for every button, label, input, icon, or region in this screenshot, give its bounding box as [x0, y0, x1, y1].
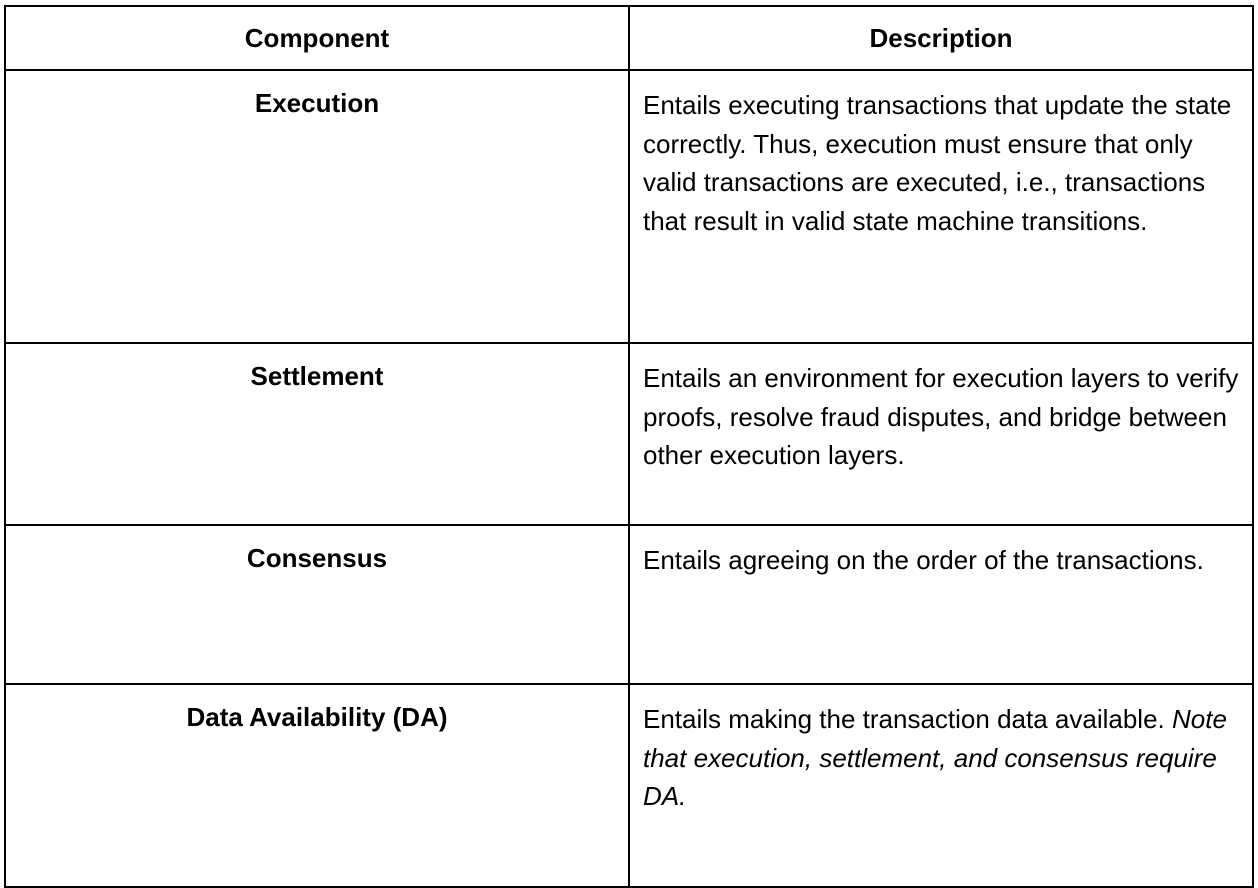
- description-text: Entails agreeing on the order of the transactions.: [643, 545, 1204, 575]
- component-cell: Data Availability (DA): [5, 684, 629, 887]
- header-description: Description: [629, 6, 1253, 70]
- table-row: [5, 525, 1253, 684]
- description-cell: [629, 684, 1253, 887]
- table-row: [5, 70, 1253, 343]
- description-cell: [629, 525, 1253, 684]
- description-note: Note that execution, settlement, and consensus require DA.: [643, 704, 1227, 811]
- component-cell: Execution: [5, 70, 629, 343]
- description-cell: [629, 343, 1253, 525]
- components-table: [4, 5, 1254, 888]
- header-component: Component: [5, 6, 629, 70]
- table-header: [5, 6, 1253, 70]
- description-cell: [629, 70, 1253, 343]
- component-cell: Consensus: [5, 525, 629, 684]
- table-row: [5, 343, 1253, 525]
- table-row: [5, 684, 1253, 887]
- description-text: Entails executing transactions that update the state correctly. Thus, execution must ensure that only valid transactions are executed, i.e., transactions that result in valid state machine transitions.: [643, 90, 1232, 236]
- header-row: [5, 6, 1253, 70]
- description-text: Entails making the transaction data available.: [643, 704, 1165, 734]
- component-cell: Settlement: [5, 343, 629, 525]
- description-text: Entails an environment for execution layers to verify proofs, resolve fraud disputes, and bridge between other execution layers.: [643, 363, 1239, 470]
- table-body: [5, 70, 1253, 887]
